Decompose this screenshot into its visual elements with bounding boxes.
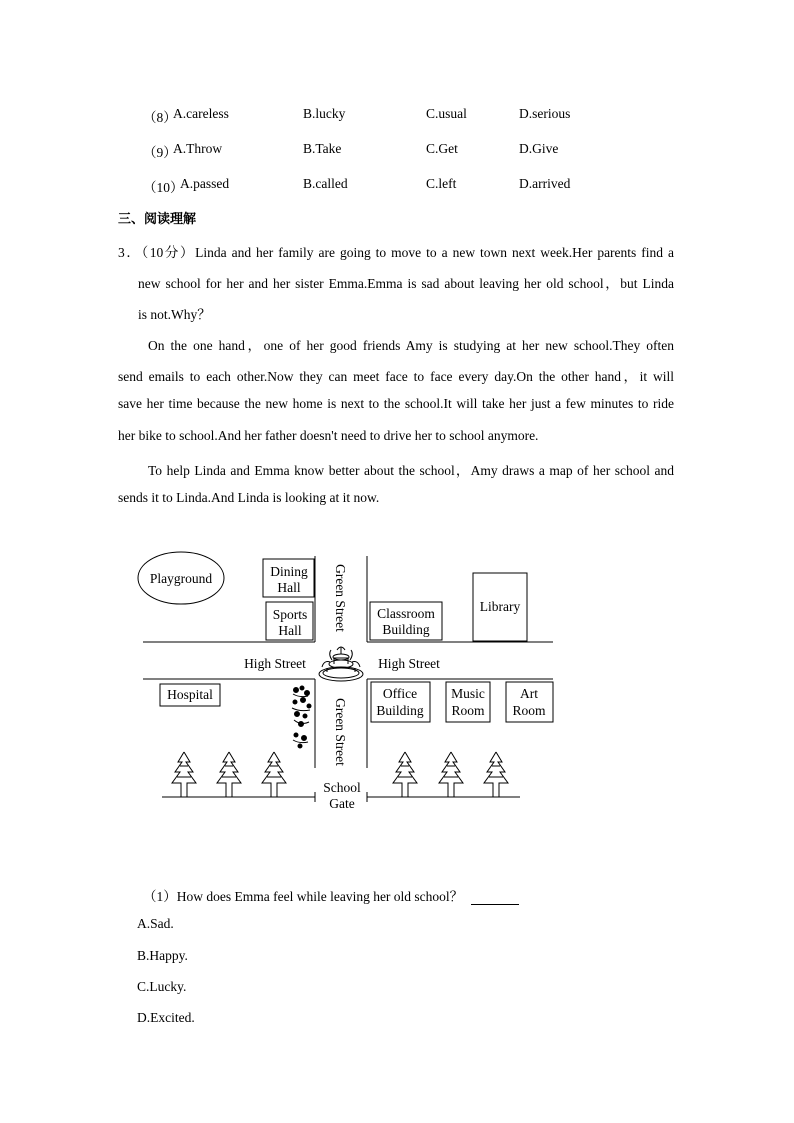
option-d: D.arrived — [519, 176, 571, 191]
choice-d: D.Excited. — [137, 1010, 195, 1025]
passage-line: To help Linda and Emma know better about the school，Amy draws a map of her school and — [148, 463, 674, 478]
high-street-label-left: High Street — [244, 656, 306, 671]
tree-icon — [439, 752, 463, 797]
school-gate-label: Gate — [329, 796, 355, 811]
option-d: D.serious — [519, 106, 571, 121]
sports-hall-label: Hall — [278, 623, 302, 638]
option-a: A.careless — [173, 106, 229, 121]
passage-line: save her time because the new home is next to the school.It will take her just a few minutes to ride — [118, 396, 674, 411]
option-d: D.Give — [519, 141, 559, 156]
option-a: A.Throw — [173, 141, 223, 156]
playground-label: Playground — [149, 571, 213, 586]
music-room-label: Room — [451, 703, 485, 718]
tree-icon — [262, 752, 286, 797]
green-street-label-upper: Green Street — [333, 564, 348, 632]
library-label: Library — [479, 599, 521, 614]
passage-line: new school for her and her sister Emma.Emma is sad about leaving her old school，but Linda — [138, 276, 674, 291]
answer-blank[interactable] — [471, 892, 519, 905]
hospital-label: Hospital — [167, 687, 213, 702]
option-c: C.usual — [426, 106, 467, 121]
green-street-label-lower: Green Street — [333, 698, 348, 766]
question-prompt-text: （1）How does Emma feel while leaving her old school？ — [143, 889, 464, 904]
classroom-building-label: Building — [382, 622, 430, 637]
option-c: C.Get — [426, 141, 458, 156]
option-b: B.lucky — [303, 106, 346, 121]
school-gate-label: School — [323, 780, 361, 795]
classroom-building-label: Classroom — [377, 606, 435, 621]
passage-line: her bike to school.And her father doesn't need to drive her to school anymore. — [118, 428, 539, 443]
option-a: A.passed — [180, 176, 230, 191]
office-building-label: Office — [382, 686, 418, 701]
option-b: B.Take — [303, 141, 342, 156]
option-b: B.called — [303, 176, 348, 191]
option-number: （10） — [143, 180, 184, 195]
dining-hall-label: Hall — [277, 580, 301, 595]
question-prompt — [143, 885, 519, 905]
art-room-label: Room — [512, 703, 546, 718]
option-number: （9） — [143, 145, 177, 160]
dining-hall-label: Dining — [270, 564, 308, 579]
flower-bush-icon — [292, 686, 311, 748]
tree-icon — [393, 752, 417, 797]
passage-line: 3．（10分）Linda and her family are going to move to a new town next week.Her parents find a — [118, 245, 674, 260]
sports-hall-label: Sports — [272, 607, 308, 622]
passage-line: On the one hand，one of her good friends Amy is studying at her new school.They often — [148, 338, 674, 353]
section-heading: 三、阅读理解 — [118, 212, 197, 227]
passage-line: send emails to each other.Now they can meet face to face every day.On the other hand，it will — [118, 369, 674, 384]
tree-icon — [217, 752, 241, 797]
music-room-label: Music — [451, 686, 485, 701]
choice-a: A.Sad. — [137, 916, 174, 931]
choice-c: C.Lucky. — [137, 979, 187, 994]
passage-line: sends it to Linda.And Linda is looking at it now. — [118, 490, 380, 505]
choice-b: B.Happy. — [137, 948, 188, 963]
option-c: C.left — [426, 176, 457, 191]
passage-line: is not.Why？ — [138, 307, 211, 322]
office-building-label: Building — [376, 703, 424, 718]
option-number: （8） — [143, 110, 177, 125]
tree-icon — [172, 752, 196, 797]
art-room-label: Art — [520, 686, 538, 701]
high-street-label-right: High Street — [378, 656, 440, 671]
tree-icon — [484, 752, 508, 797]
fountain-icon — [319, 647, 363, 681]
